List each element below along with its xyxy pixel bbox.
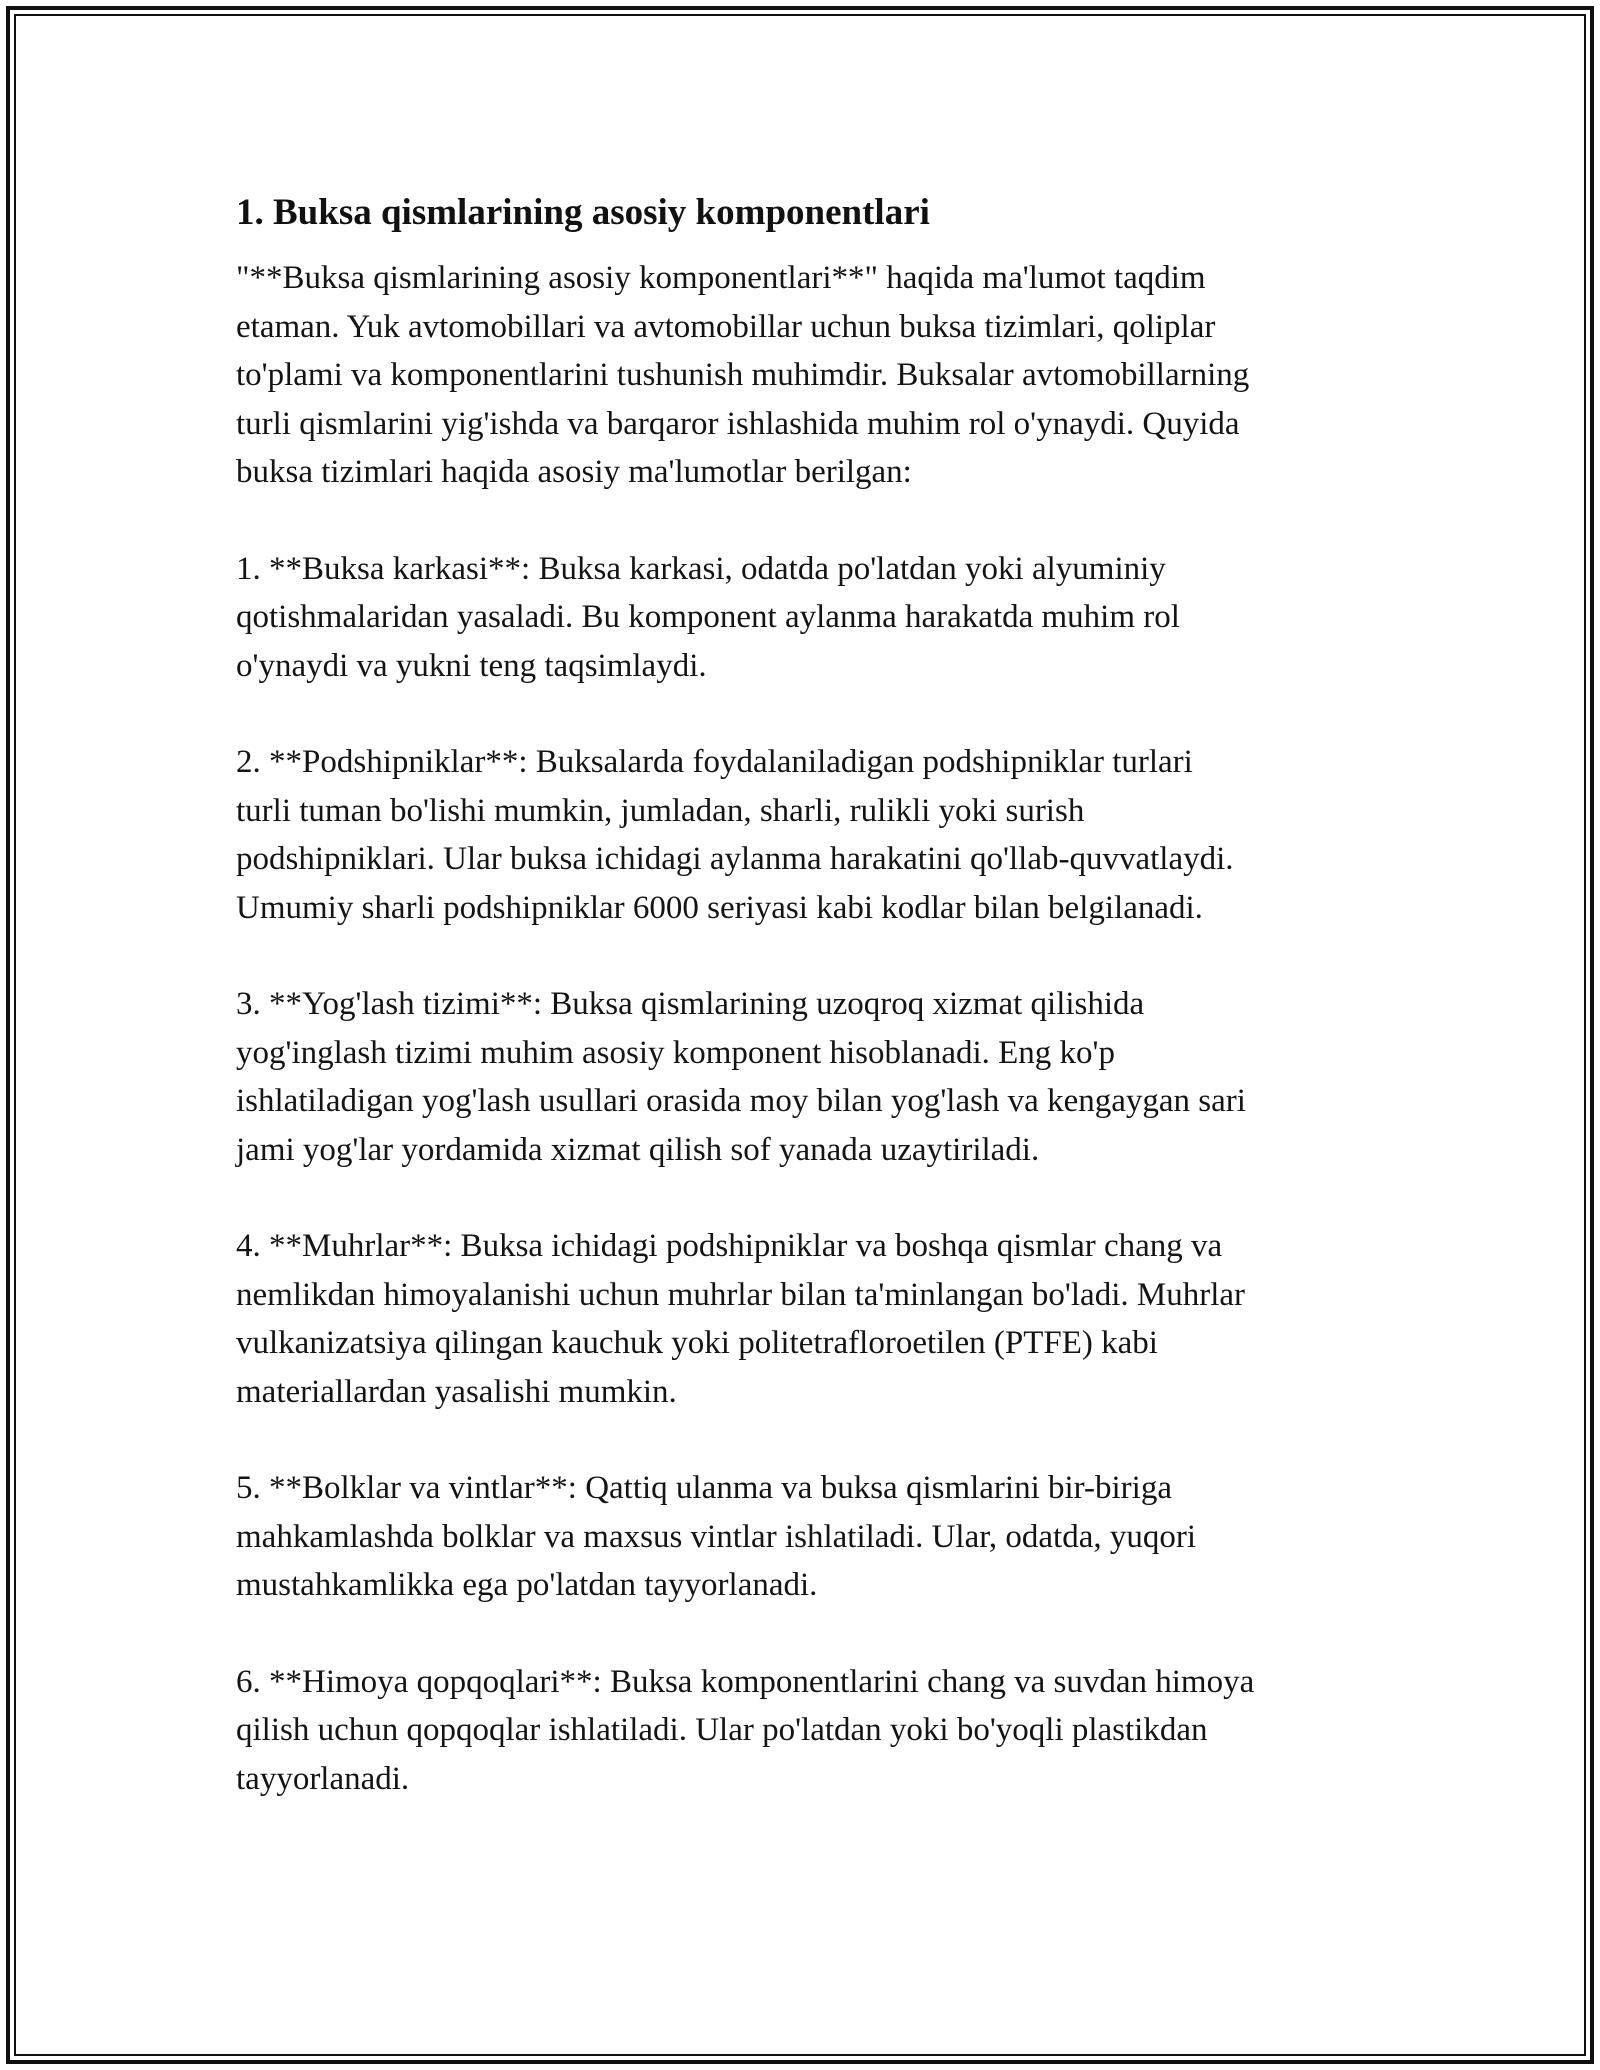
list-item-yoglash-tizimi: 3. **Yog'lash tizimi**: Buksa qismlarining uzoqroq xizmat qilishida yog'inglash tizimi muhim asosiy komponent hisoblanadi. Eng ko'p ishlatiladigan yog'lash usullari orasida moy bilan yog'lash va kengaygan sari jami yog'lar yordamida xizmat qilish sof yanada uzaytiriladi. [236, 986, 1246, 1168]
list-item-muhrlar: 4. **Muhrlar**: Buksa ichidagi podshipniklar va boshqa qismlar chang va nemlikdan himoyalanishi uchun muhrlar bilan ta'minlangan bo'ladi. Muhrlar vulkanizatsiya qilingan kauchuk yoki politetrafloroetilen (PTFE) kabi materiallardan yasalishi mumkin. [236, 1228, 1245, 1410]
document-title: 1. Buksa qismlarining asosiy komponentlari [236, 192, 930, 233]
list-item-bolklar-va-vintlar: 5. **Bolklar va vintlar**: Qattiq ulanma va buksa qismlarini bir-biriga mahkamlashda bolklar va maxsus vintlar ishlatiladi. Ular, odatda, yuqori mustahkamlikka ega po'latdan tayyorlanadi. [236, 1470, 1197, 1603]
list-item-buksa-karkasi: 1. **Buksa karkasi**: Buksa karkasi, odatda po'latdan yoki alyuminiy qotishmalaridan yasaladi. Bu komponent aylanma harakatda muhim rol o'ynaydi va yukni teng taqsimlaydi. [236, 550, 1180, 684]
list-item-himoya-qopqoqlari: 6. **Himoya qopqoqlari**: Buksa komponentlarini chang va suvdan himoya qilish uchun qopqoqlar ishlatiladi. Ular po'latdan yoki bo'yoqli plastikdan tayyorlanadi. [236, 1663, 1255, 1797]
document-body [236, 186, 1376, 1851]
list-item-podshipniklar: 2. **Podshipniklar**: Buksalarda foydalaniladigan podshipniklar turlari turli tuman bo'lishi mumkin, jumladan, sharli, rulikli yoki surish podshipniklari. Ular buksa ichidagi aylanma harakatini qo'llab-quvvatlaydi. Umumiy sharli podshipniklar 6000 seriyasi kabi kodlar bilan belgilanadi. [236, 744, 1234, 926]
intro-paragraph: "**Buksa qismlarining asosiy komponentlari**" haqida ma'lumot taqdim etaman. Yuk avtomobillari va avtomobillar uchun buksa tizimlari, qoliplar to'plami va komponentlarini tushunish muhimdir. Buksalar avtomobillarning turli qismlarini yig'ishda va barqaror ishlashida muhim rol o'ynaydi. Quyida buksa tizimlari haqida asosiy ma'lumotlar berilgan: [236, 260, 1250, 490]
